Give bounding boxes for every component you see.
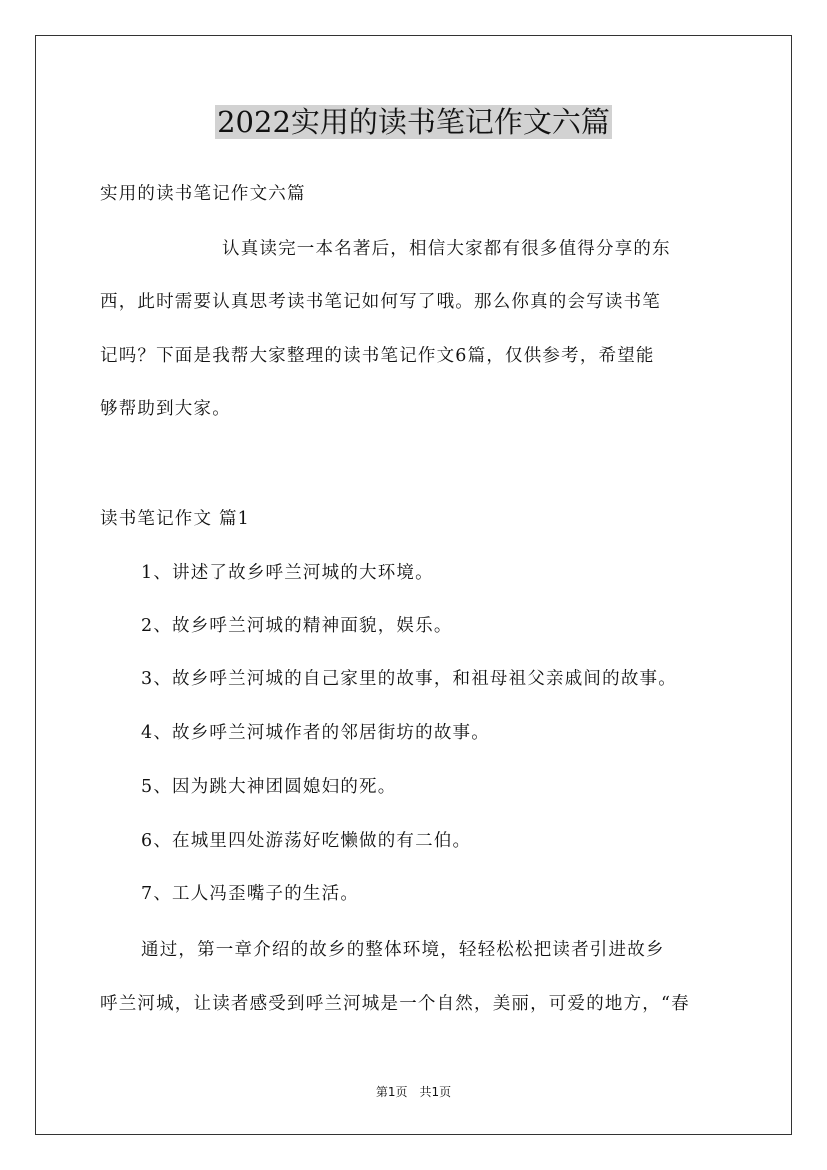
list-item: 4、故乡呼兰河城作者的邻居街坊的故事。 [141, 723, 490, 743]
intro-line: 西，此时需要认真思考读书笔记如何写了哦。那么你真的会写读书笔 [100, 292, 661, 312]
document-title [0, 100, 827, 144]
title-highlight: 2022实用的读书笔记作文六篇 [217, 105, 610, 139]
paragraph-line: 呼兰河城，让读者感受到呼兰河城是一个自然，美丽，可爱的地方，“春 [100, 994, 690, 1014]
list-item: 5、因为跳大神团圆媳妇的死。 [141, 777, 397, 797]
list-item: 6、在城里四处游荡好吃懒做的有二伯。 [141, 831, 472, 851]
intro-line: 认真读完一本名著后，相信大家都有很多值得分享的东 [222, 239, 671, 259]
page-footer: 第1页 共1页 [375, 1085, 452, 1099]
list-item: 3、故乡呼兰河城的自己家里的故事，和祖母祖父亲戚间的故事。 [141, 669, 677, 689]
document-subtitle: 实用的读书笔记作文六篇 [100, 184, 306, 204]
intro-line: 够帮助到大家。 [100, 399, 231, 419]
list-item: 7、工人冯歪嘴子的生活。 [141, 884, 360, 904]
list-item: 2、故乡呼兰河城的精神面貌，娱乐。 [141, 616, 453, 636]
intro-line: 记吗？下面是我帮大家整理的读书笔记作文6篇，仅供参考，希望能 [100, 346, 655, 366]
list-item: 1、讲述了故乡呼兰河城的大环境。 [141, 563, 434, 583]
paragraph-line: 通过，第一章介绍的故乡的整体环境，轻轻松松把读者引进故乡 [141, 940, 665, 960]
section-heading: 读书笔记作文 篇1 [100, 509, 250, 529]
